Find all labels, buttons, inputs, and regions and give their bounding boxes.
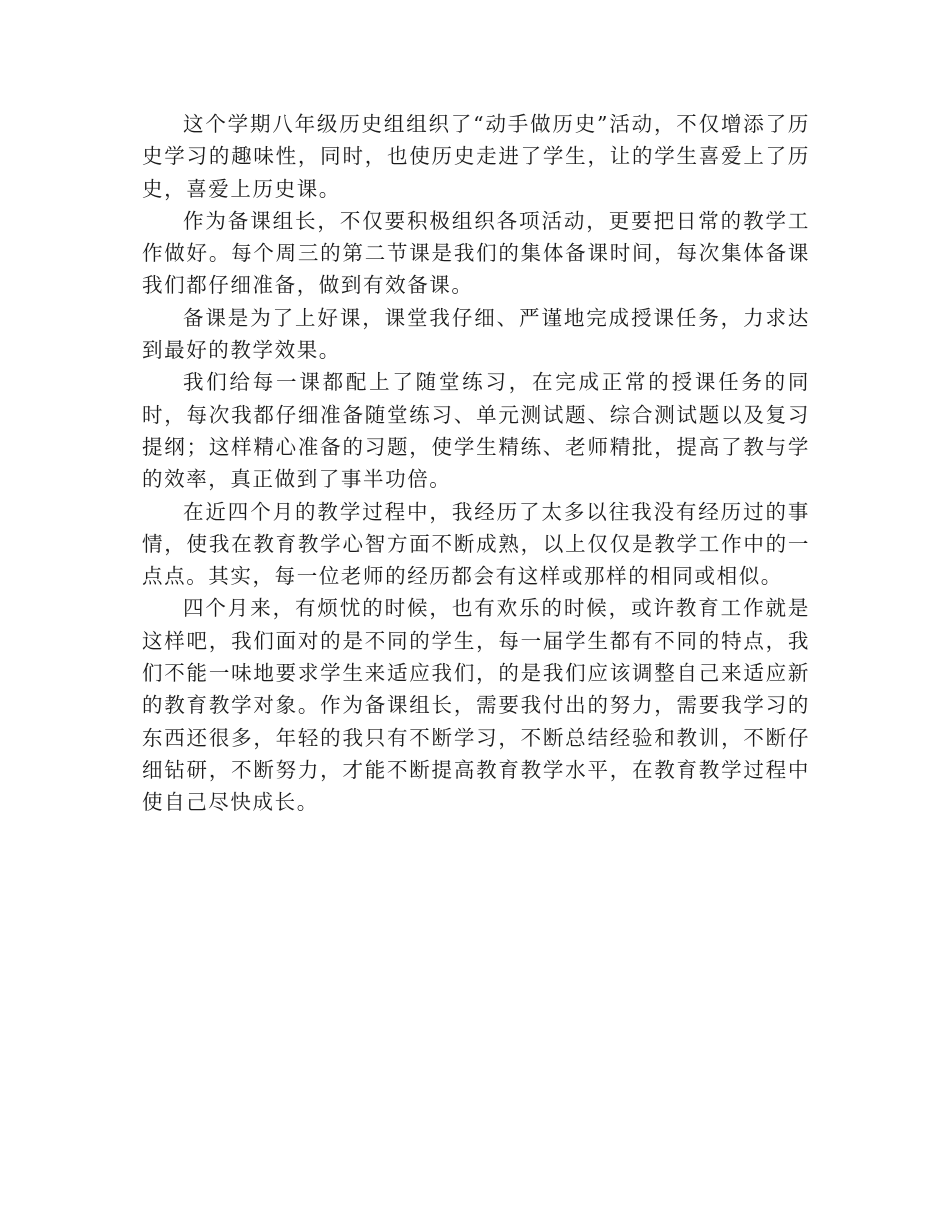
paragraph-6: 四个月来，有烦忧的时候，也有欢乐的时候，或许教育工作就是这样吧，我们面对的是不同的学生，每一届学生都有不同的特点，我们不能一味地要求学生来适应我们，的是我们应该调整自己来适应新的教育教学对象。作为备课组长，需要我付出的努力，需要我学习的东西还很多，年轻的我只有不断学习，不断总结经验和教训，不断仔细钻研，不断努力，才能不断提高教育教学水平，在教育教学过程中使自己尽快成长。 — [142, 596, 810, 815]
paragraph-4: 我们给每一课都配上了随堂练习，在完成正常的授课任务的同时，每次我都仔细准备随堂练习、单元测试题、综合测试题以及复习提纲；这样精心准备的习题，使学生精练、老师精批，提高了教与学的效率，真正做到了事半功倍。 — [142, 370, 810, 492]
paragraph-1: 这个学期八年级历史组组织了“动手做历史”活动，不仅增添了历史学习的趣味性，同时，也使历史走进了学生，让的学生喜爱上了历史，喜爱上历史课。 — [142, 112, 810, 201]
document-body — [142, 108, 810, 819]
paragraph-2: 作为备课组长，不仅要积极组织各项活动，更要把日常的教学工作做好。每个周三的第二节课是我们的集体备课时间，每次集体备课我们都仔细准备，做到有效备课。 — [142, 208, 810, 298]
paragraph-3: 备课是为了上好课，课堂我仔细、严谨地完成授课任务，力求达到最好的教学效果。 — [142, 305, 810, 363]
paragraph-5: 在近四个月的教学过程中，我经历了太多以往我没有经历过的事情，使我在教育教学心智方面不断成熟，以上仅仅是教学工作中的一点点。其实，每一位老师的经历都会有这样或那样的相同或相似。 — [142, 499, 810, 589]
